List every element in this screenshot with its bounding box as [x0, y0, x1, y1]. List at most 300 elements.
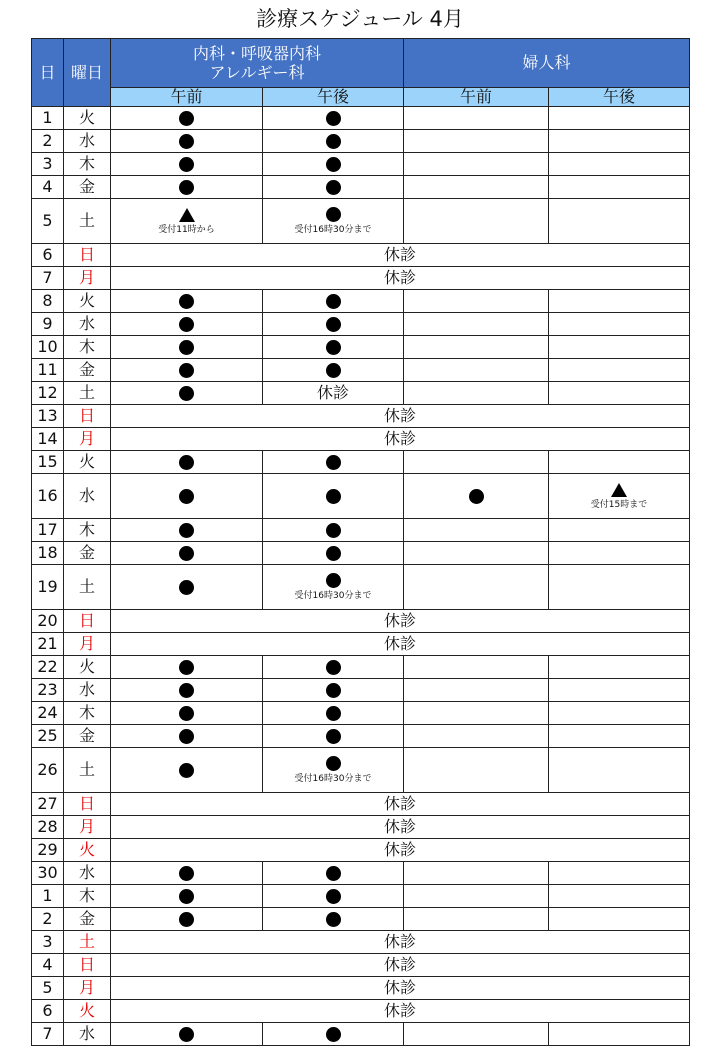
day-number: 5	[32, 199, 64, 244]
header-row-main	[32, 39, 690, 88]
reception-note: 受付16時30分まで	[294, 225, 372, 235]
cell-content	[263, 134, 403, 149]
open-dot-icon	[179, 489, 194, 504]
cell-content	[111, 455, 262, 470]
header-internal-medicine-line2: アレルギー科	[209, 63, 305, 82]
cell-internal-pm	[263, 656, 404, 679]
table-row	[32, 702, 690, 725]
schedule-table	[31, 38, 690, 1046]
open-dot-icon	[179, 580, 194, 595]
open-dot-icon	[326, 573, 341, 588]
open-dot-icon	[179, 134, 194, 149]
open-dot-icon	[326, 455, 341, 470]
cell-gynecology-pm	[549, 290, 690, 313]
open-dot-icon	[326, 180, 341, 195]
weekday: 土	[64, 565, 111, 610]
closed-cell: 休診	[111, 954, 690, 977]
open-dot-icon	[326, 912, 341, 927]
header-pm-internal: 午後	[263, 88, 404, 107]
open-dot-icon	[179, 294, 194, 309]
cell-internal-pm	[263, 107, 404, 130]
cell-gynecology-pm	[549, 748, 690, 793]
open-dot-icon	[179, 706, 194, 721]
cell-internal-am	[111, 313, 263, 336]
day-number: 11	[32, 359, 64, 382]
header-am-gynecology: 午前	[404, 88, 549, 107]
cell-content	[263, 111, 403, 126]
cell-internal-pm	[263, 290, 404, 313]
day-number: 8	[32, 290, 64, 313]
cell-content	[111, 580, 262, 595]
day-number: 3	[32, 931, 64, 954]
cell-gynecology-am	[404, 519, 549, 542]
weekday: 金	[64, 908, 111, 931]
table-row	[32, 725, 690, 748]
weekday: 木	[64, 153, 111, 176]
day-number: 28	[32, 816, 64, 839]
cell-content	[111, 386, 262, 401]
cell-internal-am	[111, 885, 263, 908]
day-number: 4	[32, 954, 64, 977]
cell-content	[111, 912, 262, 927]
cell-content	[111, 208, 262, 235]
cell-internal-pm	[263, 199, 404, 244]
cell-internal-pm	[263, 748, 404, 793]
partial-triangle-icon	[611, 483, 627, 497]
weekday: 日	[64, 610, 111, 633]
weekday: 金	[64, 359, 111, 382]
table-row	[32, 336, 690, 359]
cell-internal-am	[111, 748, 263, 793]
cell-gynecology-am	[404, 382, 549, 405]
closed-cell: 休診	[111, 405, 690, 428]
open-dot-icon	[326, 157, 341, 172]
open-dot-icon	[179, 660, 194, 675]
header-am-internal: 午前	[111, 88, 263, 107]
cell-internal-am	[111, 451, 263, 474]
cell-gynecology-pm	[549, 1023, 690, 1046]
cell-content	[111, 340, 262, 355]
weekday: 金	[64, 176, 111, 199]
day-number: 18	[32, 542, 64, 565]
closed-cell: 休診	[111, 244, 690, 267]
header-day: 日	[32, 39, 64, 107]
closed-cell: 休診	[111, 1000, 690, 1023]
cell-content	[111, 489, 262, 504]
open-dot-icon	[179, 317, 194, 332]
table-row	[32, 1023, 690, 1046]
day-number: 9	[32, 313, 64, 336]
open-dot-icon	[179, 1027, 194, 1042]
day-number: 17	[32, 519, 64, 542]
table-row	[32, 130, 690, 153]
table-row	[32, 862, 690, 885]
open-dot-icon	[326, 729, 341, 744]
cell-content	[111, 706, 262, 721]
weekday: 日	[64, 244, 111, 267]
table-row	[32, 542, 690, 565]
cell-internal-am	[111, 176, 263, 199]
closed-cell: 休診	[111, 428, 690, 451]
header-internal-medicine-line1: 内科・呼吸器内科	[193, 44, 322, 63]
open-dot-icon	[326, 756, 341, 771]
day-number: 6	[32, 1000, 64, 1023]
cell-gynecology-pm	[549, 725, 690, 748]
cell-internal-am	[111, 1023, 263, 1046]
cell-content	[263, 363, 403, 378]
cell-gynecology-pm	[549, 382, 690, 405]
partial-triangle-icon	[179, 208, 195, 222]
table-row	[32, 610, 690, 633]
table-row	[32, 885, 690, 908]
open-dot-icon	[179, 763, 194, 778]
weekday: 水	[64, 130, 111, 153]
cell-content	[263, 729, 403, 744]
open-dot-icon	[326, 1027, 341, 1042]
cell-internal-pm	[263, 359, 404, 382]
cell-content	[111, 363, 262, 378]
table-row	[32, 267, 690, 290]
weekday: 水	[64, 679, 111, 702]
weekday: 水	[64, 313, 111, 336]
cell-gynecology-pm	[549, 199, 690, 244]
table-row	[32, 405, 690, 428]
closed-cell: 休診	[111, 267, 690, 290]
cell-content	[263, 573, 403, 601]
cell-internal-pm	[263, 565, 404, 610]
cell-content	[263, 489, 403, 504]
cell-gynecology-am	[404, 1023, 549, 1046]
weekday: 水	[64, 1023, 111, 1046]
cell-internal-pm	[263, 702, 404, 725]
day-number: 1	[32, 885, 64, 908]
day-number: 25	[32, 725, 64, 748]
table-row	[32, 474, 690, 519]
cell-gynecology-am	[404, 290, 549, 313]
weekday: 火	[64, 1000, 111, 1023]
closed-cell: 休診	[111, 816, 690, 839]
closed-cell: 休診	[111, 931, 690, 954]
weekday: 火	[64, 107, 111, 130]
open-dot-icon	[326, 363, 341, 378]
table-row	[32, 176, 690, 199]
cell-internal-pm	[263, 885, 404, 908]
closed-cell: 休診	[111, 633, 690, 656]
weekday: 月	[64, 977, 111, 1000]
cell-content	[263, 523, 403, 538]
cell-internal-am	[111, 107, 263, 130]
day-number: 14	[32, 428, 64, 451]
cell-content	[263, 756, 403, 784]
weekday: 水	[64, 474, 111, 519]
open-dot-icon	[179, 180, 194, 195]
cell-internal-am	[111, 542, 263, 565]
weekday: 月	[64, 267, 111, 290]
open-dot-icon	[326, 683, 341, 698]
day-number: 2	[32, 908, 64, 931]
cell-internal-pm	[263, 153, 404, 176]
reception-note: 受付15時まで	[590, 499, 648, 510]
cell-internal-am	[111, 199, 263, 244]
cell-internal-pm	[263, 130, 404, 153]
open-dot-icon	[326, 207, 341, 222]
cell-internal-pm	[263, 1023, 404, 1046]
cell-content	[263, 660, 403, 675]
cell-internal-pm	[263, 519, 404, 542]
cell-gynecology-pm	[549, 130, 690, 153]
table-row	[32, 908, 690, 931]
day-number: 4	[32, 176, 64, 199]
cell-gynecology-am	[404, 862, 549, 885]
cell-internal-pm	[263, 382, 404, 405]
open-dot-icon	[326, 294, 341, 309]
cell-gynecology-am	[404, 908, 549, 931]
day-number: 22	[32, 656, 64, 679]
cell-internal-pm	[263, 474, 404, 519]
cell-content	[111, 660, 262, 675]
cell-internal-am	[111, 679, 263, 702]
open-dot-icon	[326, 134, 341, 149]
weekday: 木	[64, 336, 111, 359]
cell-internal-pm	[263, 725, 404, 748]
cell-gynecology-pm	[549, 656, 690, 679]
cell-content	[111, 523, 262, 538]
table-row	[32, 679, 690, 702]
cell-gynecology-am	[404, 702, 549, 725]
cell-content	[263, 340, 403, 355]
open-dot-icon	[326, 866, 341, 881]
cell-content	[111, 294, 262, 309]
table-row	[32, 382, 690, 405]
open-dot-icon	[179, 455, 194, 470]
table-row	[32, 359, 690, 382]
cell-content	[111, 1027, 262, 1042]
open-dot-icon	[179, 729, 194, 744]
table-row	[32, 153, 690, 176]
cell-gynecology-pm	[549, 451, 690, 474]
cell-content	[263, 455, 403, 470]
day-number: 5	[32, 977, 64, 1000]
open-dot-icon	[179, 546, 194, 561]
cell-content	[263, 294, 403, 309]
day-number: 27	[32, 793, 64, 816]
weekday: 木	[64, 519, 111, 542]
table-row	[32, 954, 690, 977]
cell-gynecology-pm	[549, 153, 690, 176]
weekday: 水	[64, 862, 111, 885]
table-row	[32, 451, 690, 474]
table-row	[32, 519, 690, 542]
open-dot-icon	[179, 386, 194, 401]
cell-gynecology-am	[404, 451, 549, 474]
cell-content	[111, 763, 262, 778]
weekday: 日	[64, 793, 111, 816]
table-row	[32, 107, 690, 130]
day-number: 29	[32, 839, 64, 862]
cell-gynecology-pm	[549, 565, 690, 610]
cell-gynecology-am	[404, 199, 549, 244]
cell-gynecology-am	[404, 748, 549, 793]
page-title: 診療スケジュール 4月	[256, 7, 464, 31]
cell-internal-am	[111, 725, 263, 748]
cell-gynecology-pm	[549, 474, 690, 519]
cell-gynecology-pm	[549, 176, 690, 199]
cell-content	[111, 683, 262, 698]
weekday: 木	[64, 885, 111, 908]
cell-gynecology-pm	[549, 313, 690, 336]
open-dot-icon	[326, 660, 341, 675]
table-row	[32, 1000, 690, 1023]
cell-internal-am	[111, 565, 263, 610]
cell-internal-pm	[263, 908, 404, 931]
table-row	[32, 839, 690, 862]
day-number: 12	[32, 382, 64, 405]
day-number: 30	[32, 862, 64, 885]
cell-internal-am	[111, 862, 263, 885]
table-row	[32, 290, 690, 313]
cell-internal-am	[111, 908, 263, 931]
cell-content	[549, 483, 689, 510]
day-number: 23	[32, 679, 64, 702]
cell-internal-am	[111, 290, 263, 313]
cell-internal-am	[111, 702, 263, 725]
reception-note: 受付16時30分まで	[294, 591, 372, 601]
open-dot-icon	[179, 340, 194, 355]
cell-content	[263, 866, 403, 881]
open-dot-icon	[326, 111, 341, 126]
cell-gynecology-am	[404, 359, 549, 382]
cell-gynecology-am	[404, 336, 549, 359]
weekday: 金	[64, 725, 111, 748]
weekday: 火	[64, 839, 111, 862]
open-dot-icon	[179, 157, 194, 172]
open-dot-icon	[179, 363, 194, 378]
day-number: 24	[32, 702, 64, 725]
cell-internal-am	[111, 130, 263, 153]
cell-content	[111, 134, 262, 149]
weekday: 月	[64, 633, 111, 656]
header-internal-medicine	[111, 39, 404, 88]
table-row	[32, 793, 690, 816]
day-number: 26	[32, 748, 64, 793]
closed-cell: 休診	[111, 610, 690, 633]
table-row	[32, 977, 690, 1000]
open-dot-icon	[179, 111, 194, 126]
cell-content	[263, 180, 403, 195]
cell-gynecology-pm	[549, 679, 690, 702]
weekday: 火	[64, 290, 111, 313]
day-number: 7	[32, 1023, 64, 1046]
cell-gynecology-pm	[549, 519, 690, 542]
cell-gynecology-pm	[549, 107, 690, 130]
open-dot-icon	[179, 683, 194, 698]
cell-content	[263, 207, 403, 235]
cell-internal-pm	[263, 451, 404, 474]
weekday: 月	[64, 428, 111, 451]
day-number: 13	[32, 405, 64, 428]
day-number: 6	[32, 244, 64, 267]
day-number: 3	[32, 153, 64, 176]
open-dot-icon	[326, 706, 341, 721]
table-row	[32, 565, 690, 610]
table-row	[32, 244, 690, 267]
weekday: 日	[64, 954, 111, 977]
cell-internal-am	[111, 336, 263, 359]
cell-content	[263, 1027, 403, 1042]
open-dot-icon	[326, 546, 341, 561]
day-number: 7	[32, 267, 64, 290]
header-gynecology: 婦人科	[404, 39, 690, 88]
cell-gynecology-am	[404, 130, 549, 153]
cell-gynecology-am	[404, 474, 549, 519]
open-dot-icon	[326, 340, 341, 355]
header-row-sub	[32, 88, 690, 107]
cell-gynecology-am	[404, 656, 549, 679]
table-row	[32, 931, 690, 954]
closed-cell: 休診	[111, 977, 690, 1000]
cell-gynecology-am	[404, 679, 549, 702]
cell-gynecology-am	[404, 107, 549, 130]
cell-content	[111, 546, 262, 561]
closed-cell: 休診	[111, 839, 690, 862]
cell-internal-pm	[263, 336, 404, 359]
cell-content	[111, 111, 262, 126]
day-number: 2	[32, 130, 64, 153]
cell-internal-pm	[263, 542, 404, 565]
cell-content	[263, 683, 403, 698]
cell-content	[111, 157, 262, 172]
weekday: 火	[64, 451, 111, 474]
cell-gynecology-am	[404, 565, 549, 610]
open-dot-icon	[469, 489, 484, 504]
cell-gynecology-am	[404, 153, 549, 176]
open-dot-icon	[326, 889, 341, 904]
cell-internal-pm	[263, 679, 404, 702]
cell-gynecology-pm	[549, 702, 690, 725]
cell-gynecology-pm	[549, 862, 690, 885]
cell-gynecology-am	[404, 542, 549, 565]
table-row	[32, 313, 690, 336]
cell-content	[111, 889, 262, 904]
header-pm-gynecology: 午後	[549, 88, 690, 107]
table-row	[32, 748, 690, 793]
cell-internal-am	[111, 359, 263, 382]
cell-content	[111, 317, 262, 332]
weekday: 土	[64, 199, 111, 244]
weekday: 木	[64, 702, 111, 725]
open-dot-icon	[179, 912, 194, 927]
cell-gynecology-pm	[549, 336, 690, 359]
cell-gynecology-pm	[549, 885, 690, 908]
table-row	[32, 633, 690, 656]
cell-internal-pm	[263, 313, 404, 336]
reception-note: 受付16時30分まで	[294, 774, 372, 784]
closed-cell: 休診	[111, 793, 690, 816]
day-number: 19	[32, 565, 64, 610]
day-number: 20	[32, 610, 64, 633]
cell-internal-am	[111, 519, 263, 542]
cell-content	[111, 180, 262, 195]
day-number: 15	[32, 451, 64, 474]
weekday: 日	[64, 405, 111, 428]
cell-internal-am	[111, 474, 263, 519]
weekday: 金	[64, 542, 111, 565]
cell-gynecology-pm	[549, 359, 690, 382]
cell-gynecology-am	[404, 885, 549, 908]
open-dot-icon	[179, 889, 194, 904]
reception-note: 受付11時から	[158, 224, 215, 235]
cell-gynecology-pm	[549, 542, 690, 565]
